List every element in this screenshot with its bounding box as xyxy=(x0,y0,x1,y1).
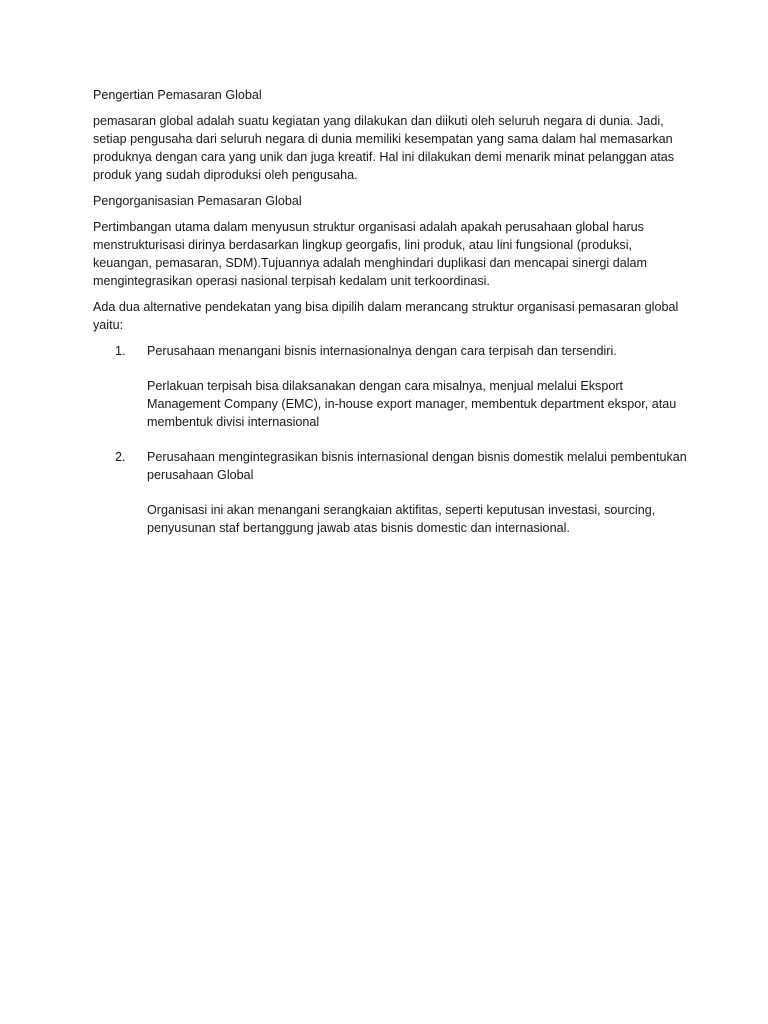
paragraph-pengertian: pemasaran global adalah suatu kegiatan yang dilakukan dan diikuti oleh seluruh negara di dunia. Jadi, setiap pengusaha dari seluruh negara di dunia memiliki kesempatan yang sama dalam hal memasarkan produknya dengan cara yang unik dan juga kreatif. Hal ini dilakukan demi menarik minat pelanggan atas produk yang sudah diproduksi oleh pengusaha. xyxy=(93,114,675,182)
list-item-main-text: Perusahaan mengintegrasikan bisnis internasional dengan bisnis domestik melalui pembentukan perusahaan Global xyxy=(147,450,687,482)
list-item-main-text: Perusahaan menangani bisnis internasionalnya dengan cara terpisah dan tersendiri. xyxy=(147,344,617,358)
paragraph-alternatif: Ada dua alternative pendekatan yang bisa dipilih dalam merancang struktur organisasi pemasaran global yaitu: xyxy=(93,300,679,332)
section-heading-pengertian: Pengertian Pemasaran Global xyxy=(93,88,262,102)
list-number: 2. xyxy=(115,450,126,464)
list-item-detail-text: Perlakuan terpisah bisa dilaksanakan dengan cara misalnya, menjual melalui Eksport Management Company (EMC), in-house export manager, membentuk department ekspor, atau membentuk divisi internasional xyxy=(147,379,677,429)
numbered-list xyxy=(93,342,688,537)
list-item xyxy=(93,342,688,431)
section-heading-pengorganisasian: Pengorganisasian Pemasaran Global xyxy=(93,194,302,208)
paragraph-pertimbangan: Pertimbangan utama dalam menyusun struktur organisasi adalah apakah perusahaan global harus menstrukturisasi dirinya berdasarkan lingkup georgafis, lini produk, atau lini fungsional (produksi, keuangan, pemasaran, SDM).Tujuannya adalah menghindari duplikasi dan mencapai sinergi dalam mengintegrasikan operasi nasional terpisah kedalam unit terkoordinasi. xyxy=(93,220,647,288)
list-number: 1. xyxy=(115,344,126,358)
list-item xyxy=(93,448,688,537)
list-item-detail-text: Organisasi ini akan menangani serangkaian aktifitas, seperti keputusan investasi, sourcing, penyusunan staf bertanggung jawab atas bisnis domestic dan internasional. xyxy=(147,503,656,535)
